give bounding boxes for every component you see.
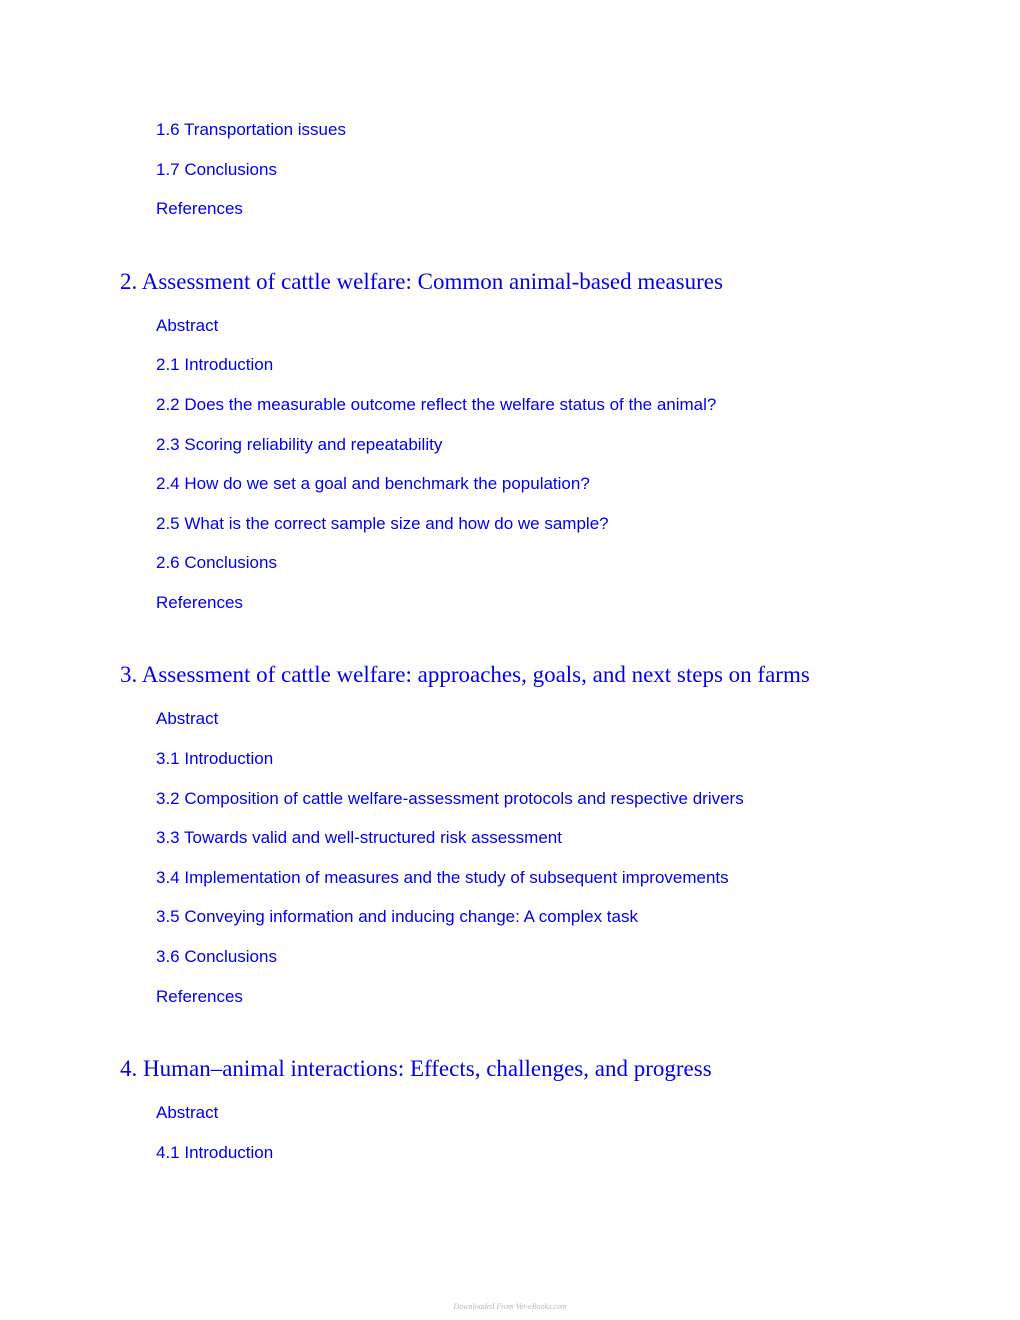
footer-watermark: Downloaded From Vet-eBooks.com <box>453 1302 567 1311</box>
toc-link-3-5[interactable]: 3.5 Conveying information and inducing change: A complex task <box>156 907 638 926</box>
toc-link-2-3[interactable]: 2.3 Scoring reliability and repeatability <box>156 435 443 454</box>
toc-link-1-6[interactable]: 1.6 Transportation issues <box>156 120 346 139</box>
toc-link-2-2[interactable]: 2.2 Does the measurable outcome reflect the welfare status of the animal? <box>156 395 717 414</box>
toc-link-3-2[interactable]: 3.2 Composition of cattle welfare-assessment protocols and respective drivers <box>156 789 744 808</box>
toc-link-2-abstract[interactable]: Abstract <box>156 316 219 335</box>
toc-link-4-abstract[interactable]: Abstract <box>156 1103 219 1122</box>
toc-link-2-4[interactable]: 2.4 How do we set a goal and benchmark the population? <box>156 474 590 493</box>
toc-chapter-2-title[interactable]: 2. Assessment of cattle welfare: Common animal-based measures <box>120 269 723 294</box>
toc-link-3-3[interactable]: 3.3 Towards valid and well-structured risk assessment <box>156 828 562 847</box>
toc-link-2-references[interactable]: References <box>156 593 243 612</box>
toc-link-2-5[interactable]: 2.5 What is the correct sample size and how do we sample? <box>156 514 609 533</box>
toc-link-3-abstract[interactable]: Abstract <box>156 709 219 728</box>
toc-link-2-1[interactable]: 2.1 Introduction <box>156 355 274 374</box>
toc-chapter-4-title[interactable]: 4. Human–animal interactions: Effects, challenges, and progress <box>120 1056 712 1081</box>
toc-link-3-6[interactable]: 3.6 Conclusions <box>156 947 277 966</box>
toc-link-3-4[interactable]: 3.4 Implementation of measures and the study of subsequent improvements <box>156 868 729 887</box>
toc-link-3-references[interactable]: References <box>156 987 243 1006</box>
toc-link-4-1[interactable]: 4.1 Introduction <box>156 1143 274 1162</box>
toc-link-1-references[interactable]: References <box>156 199 243 218</box>
toc-link-3-1[interactable]: 3.1 Introduction <box>156 749 274 768</box>
toc-chapter-3-title[interactable]: 3. Assessment of cattle welfare: approaches, goals, and next steps on farms <box>120 662 810 687</box>
toc-link-1-7[interactable]: 1.7 Conclusions <box>156 160 277 179</box>
toc-link-2-6[interactable]: 2.6 Conclusions <box>156 553 277 572</box>
